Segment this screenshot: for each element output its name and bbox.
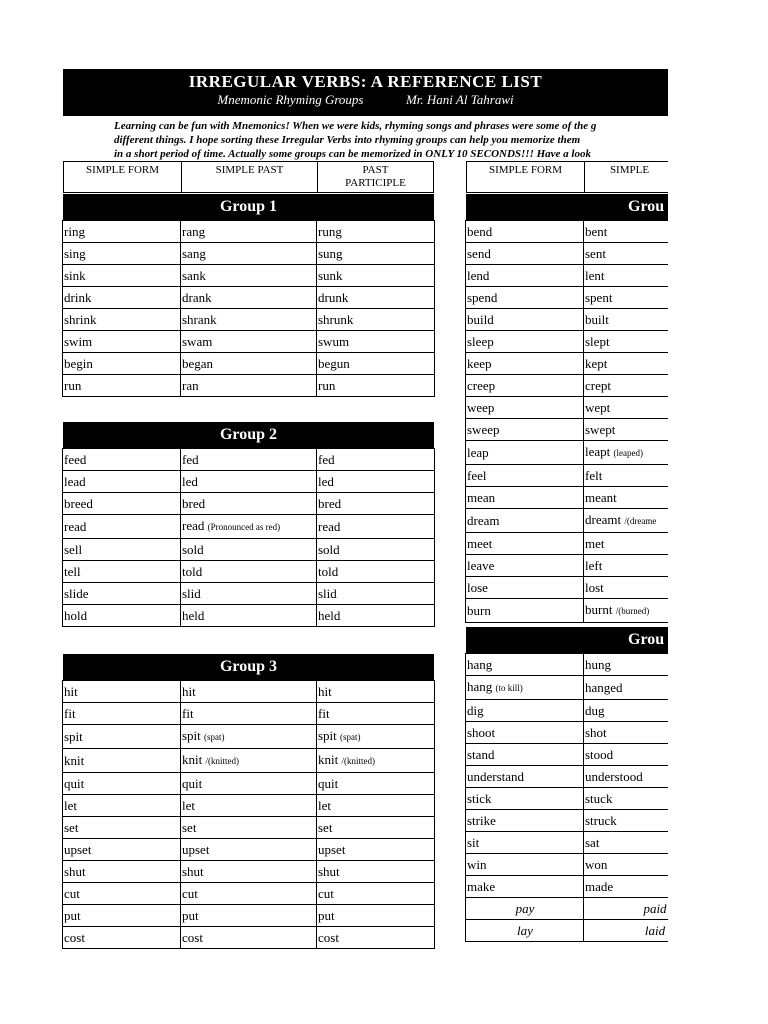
group-1-header: Group 1 <box>63 194 434 220</box>
table-row <box>466 676 669 700</box>
verb-cell: won <box>584 854 669 876</box>
verb-cell: fit <box>181 703 317 725</box>
verb-cell: swam <box>181 331 317 353</box>
verb-cell: set <box>63 817 181 839</box>
verb-note: (to kill) <box>495 683 523 693</box>
verb-cell: began <box>181 353 317 375</box>
verb-note: (Pronounced as red) <box>207 522 281 532</box>
table-row <box>63 725 435 749</box>
table-row <box>466 599 669 623</box>
verb-cell: shot <box>584 722 669 744</box>
verb-cell: felt <box>584 465 669 487</box>
verb-cell: strike <box>466 810 584 832</box>
verb-cell: meant <box>584 487 669 509</box>
verb-cell: left <box>584 555 669 577</box>
table-row <box>63 561 435 583</box>
verb-cell: slid <box>181 583 317 605</box>
table-row <box>466 810 669 832</box>
verb-cell: slid <box>317 583 435 605</box>
table-row <box>466 788 669 810</box>
verb-cell: hung <box>584 654 669 676</box>
verb-cell: sank <box>181 265 317 287</box>
table-row <box>466 555 669 577</box>
title-banner <box>63 69 668 116</box>
verb-cell: spit (spat) <box>181 725 317 749</box>
verb-cell: quit <box>317 773 435 795</box>
table-row <box>466 577 669 599</box>
group-2-header: Group 2 <box>63 422 434 448</box>
verb-cell: quit <box>181 773 317 795</box>
table-row <box>466 243 669 265</box>
verb-cell: sing <box>63 243 181 265</box>
verb-cell: let <box>63 795 181 817</box>
verb-cell: shut <box>63 861 181 883</box>
group-right-b-header: Grou <box>466 627 668 653</box>
verb-cell: upset <box>317 839 435 861</box>
table-row <box>466 854 669 876</box>
table-row <box>63 905 435 927</box>
table-row <box>63 605 435 627</box>
verb-cell: swept <box>584 419 669 441</box>
group-3-table <box>62 680 435 949</box>
verb-cell: understood <box>584 766 669 788</box>
verb-cell: knit <box>63 749 181 773</box>
table-row <box>63 927 435 949</box>
verb-cell: sold <box>317 539 435 561</box>
col-header-simple-past-right: SIMPLE <box>584 161 668 193</box>
verb-cell: sent <box>584 243 669 265</box>
table-row <box>63 265 435 287</box>
verb-note: (spat) <box>340 732 361 742</box>
verb-cell: upset <box>63 839 181 861</box>
verb-cell: set <box>317 817 435 839</box>
verb-cell: sang <box>181 243 317 265</box>
verb-cell: creep <box>466 375 584 397</box>
verb-cell: fed <box>181 449 317 471</box>
verb-cell: lose <box>466 577 584 599</box>
verb-cell: paid <box>584 898 669 920</box>
verb-cell: ring <box>63 221 181 243</box>
group-1-table <box>62 220 435 397</box>
table-row <box>466 441 669 465</box>
verb-cell: rung <box>317 221 435 243</box>
verb-cell: sell <box>63 539 181 561</box>
intro-paragraph <box>114 119 668 161</box>
verb-cell: feed <box>63 449 181 471</box>
table-row <box>466 509 669 533</box>
verb-cell: upset <box>181 839 317 861</box>
verb-cell: lay <box>466 920 584 942</box>
verb-cell: stuck <box>584 788 669 810</box>
col-header-simple-form-right: SIMPLE FORM <box>466 161 584 193</box>
verb-cell: let <box>181 795 317 817</box>
table-row <box>63 883 435 905</box>
verb-cell: cut <box>317 883 435 905</box>
table-row <box>466 487 669 509</box>
table-row <box>63 493 435 515</box>
intro-line: different things. I hope sorting these Irregular Verbs into rhyming groups can help you memorize them <box>114 134 581 146</box>
verb-cell: knit /(knitted) <box>181 749 317 773</box>
verb-note: /(burned) <box>615 606 650 616</box>
verb-cell: hit <box>63 681 181 703</box>
verb-cell: build <box>466 309 584 331</box>
verb-cell: stick <box>466 788 584 810</box>
group-2-table <box>62 448 435 627</box>
verb-cell: drank <box>181 287 317 309</box>
verb-cell: fit <box>63 703 181 725</box>
table-row <box>63 309 435 331</box>
verb-cell: wept <box>584 397 669 419</box>
verb-cell: leapt (leaped) <box>584 441 669 465</box>
verb-cell: built <box>584 309 669 331</box>
group-3-header: Group 3 <box>63 654 434 680</box>
table-row <box>466 419 669 441</box>
table-row <box>63 221 435 243</box>
verb-cell: lend <box>466 265 584 287</box>
table-row <box>63 287 435 309</box>
right-group-b-table <box>465 653 668 942</box>
verb-cell: drink <box>63 287 181 309</box>
verb-cell: let <box>317 795 435 817</box>
verb-cell: send <box>466 243 584 265</box>
verb-cell: sink <box>63 265 181 287</box>
verb-cell: laid <box>584 920 669 942</box>
table-row <box>466 700 669 722</box>
verb-cell: keep <box>466 353 584 375</box>
table-row <box>63 449 435 471</box>
verb-cell: cost <box>63 927 181 949</box>
verb-cell: leap <box>466 441 584 465</box>
verb-cell: stood <box>584 744 669 766</box>
verb-cell: burn <box>466 599 584 623</box>
verb-cell: cut <box>181 883 317 905</box>
verb-cell: sat <box>584 832 669 854</box>
verb-cell: hit <box>181 681 317 703</box>
verb-cell: held <box>181 605 317 627</box>
verb-cell: told <box>181 561 317 583</box>
col-header-simple-form: SIMPLE FORM <box>63 161 181 193</box>
table-row <box>466 744 669 766</box>
verb-note: /(dreame <box>624 516 657 526</box>
verb-cell: spent <box>584 287 669 309</box>
table-row <box>466 375 669 397</box>
verb-note: (leaped) <box>613 448 643 458</box>
verb-note: /(knitted) <box>205 756 239 766</box>
verb-cell: stand <box>466 744 584 766</box>
verb-cell: bent <box>584 221 669 243</box>
verb-cell: drunk <box>317 287 435 309</box>
table-row <box>63 681 435 703</box>
verb-cell: leave <box>466 555 584 577</box>
verb-cell: told <box>317 561 435 583</box>
table-row <box>466 287 669 309</box>
verb-cell: lead <box>63 471 181 493</box>
verb-cell: mean <box>466 487 584 509</box>
verb-cell: struck <box>584 810 669 832</box>
verb-cell: sleep <box>466 331 584 353</box>
table-row <box>63 353 435 375</box>
verb-cell: bred <box>181 493 317 515</box>
verb-cell: read <box>63 515 181 539</box>
col-header-simple-past: SIMPLE PAST <box>181 161 317 193</box>
verb-cell: hang <box>466 654 584 676</box>
verb-cell: shut <box>317 861 435 883</box>
verb-cell: dreamt /(dreame <box>584 509 669 533</box>
verb-cell: put <box>181 905 317 927</box>
table-row <box>63 375 435 397</box>
verb-cell: breed <box>63 493 181 515</box>
verb-cell: knit /(knitted) <box>317 749 435 773</box>
table-row <box>63 795 435 817</box>
verb-cell: sung <box>317 243 435 265</box>
verb-cell: fed <box>317 449 435 471</box>
verb-cell: cost <box>181 927 317 949</box>
verb-cell: rang <box>181 221 317 243</box>
verb-cell: read (Pronounced as red) <box>181 515 317 539</box>
verb-cell: shrank <box>181 309 317 331</box>
verb-cell: put <box>317 905 435 927</box>
verb-cell: dig <box>466 700 584 722</box>
table-row <box>466 533 669 555</box>
table-row <box>466 465 669 487</box>
verb-cell: slept <box>584 331 669 353</box>
verb-cell: sunk <box>317 265 435 287</box>
verb-cell: lost <box>584 577 669 599</box>
verb-cell: shrunk <box>317 309 435 331</box>
document-author: Mr. Hani Al Tahrawi <box>405 92 514 107</box>
verb-cell: weep <box>466 397 584 419</box>
verb-cell: cost <box>317 927 435 949</box>
group-right-a-header: Grou <box>466 194 668 220</box>
verb-cell: lent <box>584 265 669 287</box>
verb-cell: fit <box>317 703 435 725</box>
table-row <box>63 583 435 605</box>
verb-cell: spit (spat) <box>317 725 435 749</box>
verb-cell: crept <box>584 375 669 397</box>
verb-cell: led <box>317 471 435 493</box>
table-row <box>63 515 435 539</box>
verb-cell: spend <box>466 287 584 309</box>
table-row <box>466 920 669 942</box>
verb-cell: led <box>181 471 317 493</box>
table-row <box>63 749 435 773</box>
verb-cell: bred <box>317 493 435 515</box>
verb-cell: begin <box>63 353 181 375</box>
table-row <box>466 265 669 287</box>
verb-cell: meet <box>466 533 584 555</box>
table-row <box>63 773 435 795</box>
verb-cell: sit <box>466 832 584 854</box>
verb-cell: shut <box>181 861 317 883</box>
verb-cell: slide <box>63 583 181 605</box>
table-row <box>63 817 435 839</box>
verb-cell: cut <box>63 883 181 905</box>
verb-note: /(knitted) <box>341 756 375 766</box>
table-row <box>466 898 669 920</box>
verb-note: (spat) <box>204 732 225 742</box>
table-row <box>63 861 435 883</box>
document-subtitle: Mnemonic Rhyming Groups <box>217 92 364 107</box>
verb-cell: understand <box>466 766 584 788</box>
verb-cell: shoot <box>466 722 584 744</box>
table-row <box>63 839 435 861</box>
table-row <box>63 703 435 725</box>
verb-cell: hanged <box>584 676 669 700</box>
table-row <box>466 309 669 331</box>
document-title: IRREGULAR VERBS: A REFERENCE LIST <box>188 72 543 91</box>
verb-cell: swum <box>317 331 435 353</box>
table-row <box>63 539 435 561</box>
intro-line: in a short period of time. Actually some groups can be memorized in ONLY 10 SECONDS!!! Have a look <box>114 148 591 160</box>
table-row <box>466 876 669 898</box>
table-row <box>63 331 435 353</box>
table-row <box>466 397 669 419</box>
verb-cell: hold <box>63 605 181 627</box>
verb-cell: run <box>317 375 435 397</box>
verb-cell: bend <box>466 221 584 243</box>
verb-cell: set <box>181 817 317 839</box>
table-row <box>63 471 435 493</box>
table-row <box>466 832 669 854</box>
table-row <box>466 766 669 788</box>
verb-cell: run <box>63 375 181 397</box>
verb-cell: burnt /(burned) <box>584 599 669 623</box>
verb-cell: feel <box>466 465 584 487</box>
verb-cell: hit <box>317 681 435 703</box>
verb-cell: kept <box>584 353 669 375</box>
verb-cell: quit <box>63 773 181 795</box>
col-header-past-participle: PAST PARTICIPLE <box>317 161 434 193</box>
table-row <box>466 331 669 353</box>
verb-cell: read <box>317 515 435 539</box>
verb-cell: make <box>466 876 584 898</box>
verb-cell: put <box>63 905 181 927</box>
table-row <box>466 221 669 243</box>
verb-cell: hang (to kill) <box>466 676 584 700</box>
verb-cell: sweep <box>466 419 584 441</box>
verb-cell: tell <box>63 561 181 583</box>
verb-cell: dream <box>466 509 584 533</box>
verb-cell: swim <box>63 331 181 353</box>
verb-cell: spit <box>63 725 181 749</box>
verb-cell: dug <box>584 700 669 722</box>
verb-cell: win <box>466 854 584 876</box>
verb-cell: met <box>584 533 669 555</box>
table-row <box>466 353 669 375</box>
table-row <box>466 722 669 744</box>
verb-cell: sold <box>181 539 317 561</box>
verb-cell: pay <box>466 898 584 920</box>
intro-line: Learning can be fun with Mnemonics! When we were kids, rhyming songs and phrases were some of the g <box>114 120 597 132</box>
verb-cell: ran <box>181 375 317 397</box>
verb-cell: begun <box>317 353 435 375</box>
verb-cell: made <box>584 876 669 898</box>
verb-cell: held <box>317 605 435 627</box>
right-group-a-table <box>465 220 668 623</box>
table-row <box>466 654 669 676</box>
verb-cell: shrink <box>63 309 181 331</box>
table-row <box>63 243 435 265</box>
